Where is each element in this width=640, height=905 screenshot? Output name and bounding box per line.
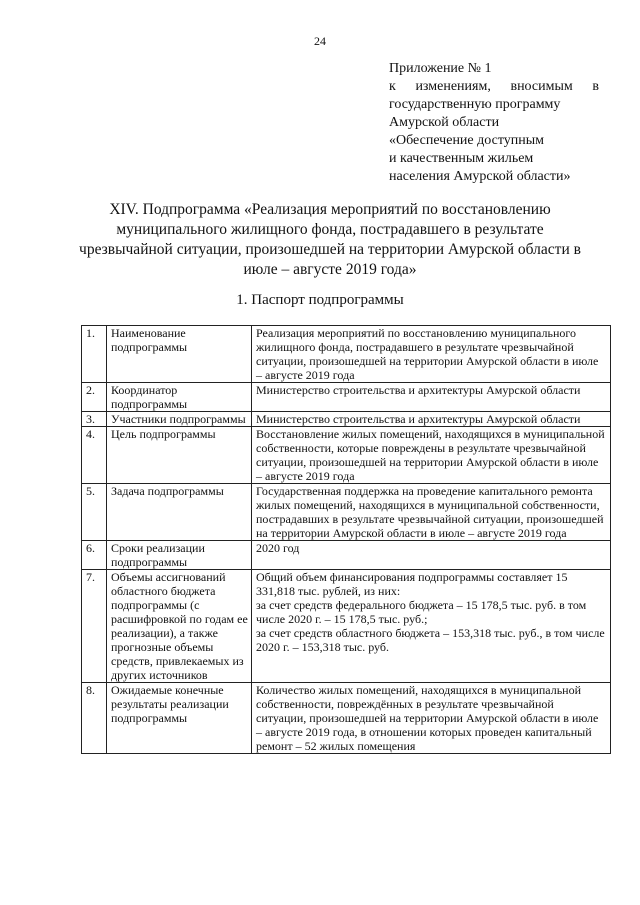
value-paragraph: Количество жилых помещений, находящихся в муниципальной собственности, повреждённых в результате чрезвычайной ситуации, произошедшей на территории Амурской области в июле – августе 2019 года, в отношении которых проведен капитальный ремонт – 52 жилых помещения	[256, 683, 599, 753]
row-label: Задача подпрограммы	[107, 484, 252, 541]
row-value	[252, 326, 611, 383]
appendix-title: Приложение № 1	[389, 61, 492, 76]
table-row	[82, 541, 611, 570]
appendix-line: населения Амурской области»	[389, 169, 571, 184]
appendix-line: и качественным жильем	[389, 151, 534, 166]
row-value	[252, 484, 611, 541]
row-value	[252, 570, 611, 683]
value-paragraph: Общий объем финансирования подпрограммы составляет 15 331,818 тыс. рублей, из них:	[256, 570, 568, 598]
table-row	[82, 570, 611, 683]
row-value	[252, 541, 611, 570]
table-row	[82, 412, 611, 427]
row-number: 7.	[82, 570, 107, 683]
row-value	[252, 683, 611, 754]
table-row	[82, 326, 611, 383]
appendix-block	[389, 60, 599, 186]
row-label: Ожидаемые конечные результаты реализации подпрограммы	[107, 683, 252, 754]
row-label: Координатор подпрограммы	[107, 383, 252, 412]
passport-table	[81, 325, 611, 754]
row-number: 4.	[82, 427, 107, 484]
table-row	[82, 683, 611, 754]
row-label: Цель подпрограммы	[107, 427, 252, 484]
row-value	[252, 427, 611, 484]
value-paragraph: Восстановление жилых помещений, находящихся в муниципальной собственности, которые повреждены в результате чрезвычайной ситуации, произошедшей на территории Амурской области в июле – августе 2019 года	[256, 427, 605, 483]
appendix-word: изменениям,	[415, 79, 491, 94]
row-label: Сроки реализации подпрограммы	[107, 541, 252, 570]
row-number: 1.	[82, 326, 107, 383]
passport-heading: 1. Паспорт подпрограммы	[236, 292, 404, 308]
row-value	[252, 383, 611, 412]
appendix-word: к	[389, 79, 396, 94]
page-number: 24	[314, 34, 326, 48]
value-paragraph: за счет средств областного бюджета – 153,318 тыс. руб., в том числе 2020 г. – 153,318 тыс. руб.	[256, 626, 605, 654]
appendix-line: «Обеспечение доступным	[389, 133, 545, 148]
appendix-line: государственную программу	[389, 97, 561, 112]
appendix-line-1	[389, 78, 599, 96]
subprogram-heading: XIV. Подпрограмма «Реализация мероприятий по восстановлению муниципального жилищного фонда, пострадавшего в результате чрезвычайной ситуации, произошедшей на территории Амурской области в июле – августе 2019 года»	[79, 201, 581, 278]
table-row	[82, 427, 611, 484]
value-paragraph: Министерство строительства и архитектуры Амурской области	[256, 383, 581, 397]
value-paragraph: Министерство строительства и архитектуры Амурской области	[256, 412, 581, 426]
row-value	[252, 412, 611, 427]
appendix-line: Амурской области	[389, 115, 500, 130]
row-label: Наименование подпрограммы	[107, 326, 252, 383]
row-number: 8.	[82, 683, 107, 754]
value-paragraph: за счет средств федерального бюджета – 15 178,5 тыс. руб. в том числе 2020 г. – 15 178,5 тыс. руб.;	[256, 598, 587, 626]
value-paragraph: Реализация мероприятий по восстановлению муниципального жилищного фонда, пострадавшего в результате чрезвычайной ситуации, произошедшей на территории Амурской области в июле – августе 2019 года	[256, 326, 599, 382]
row-label: Участники подпрограммы	[107, 412, 252, 427]
row-number: 5.	[82, 484, 107, 541]
row-number: 2.	[82, 383, 107, 412]
appendix-word: в	[592, 79, 599, 94]
table-row	[82, 383, 611, 412]
appendix-word: вносимым	[510, 79, 573, 94]
value-paragraph: Государственная поддержка на проведение капитального ремонта жилых помещений, находящихся в муниципальной собственности, пострадавших в результате чрезвычайной ситуации, произошедшей на территории Амурской области в июле – августе 2019 года	[256, 484, 604, 540]
row-number: 6.	[82, 541, 107, 570]
row-label: Объемы ассигнований областного бюджета подпрограммы (с расшифровкой по годам ее реализации), а также прогнозные объемы средств, привлекаемых из других источников	[107, 570, 252, 683]
value-paragraph: 2020 год	[256, 541, 300, 555]
table-row	[82, 484, 611, 541]
row-number: 3.	[82, 412, 107, 427]
